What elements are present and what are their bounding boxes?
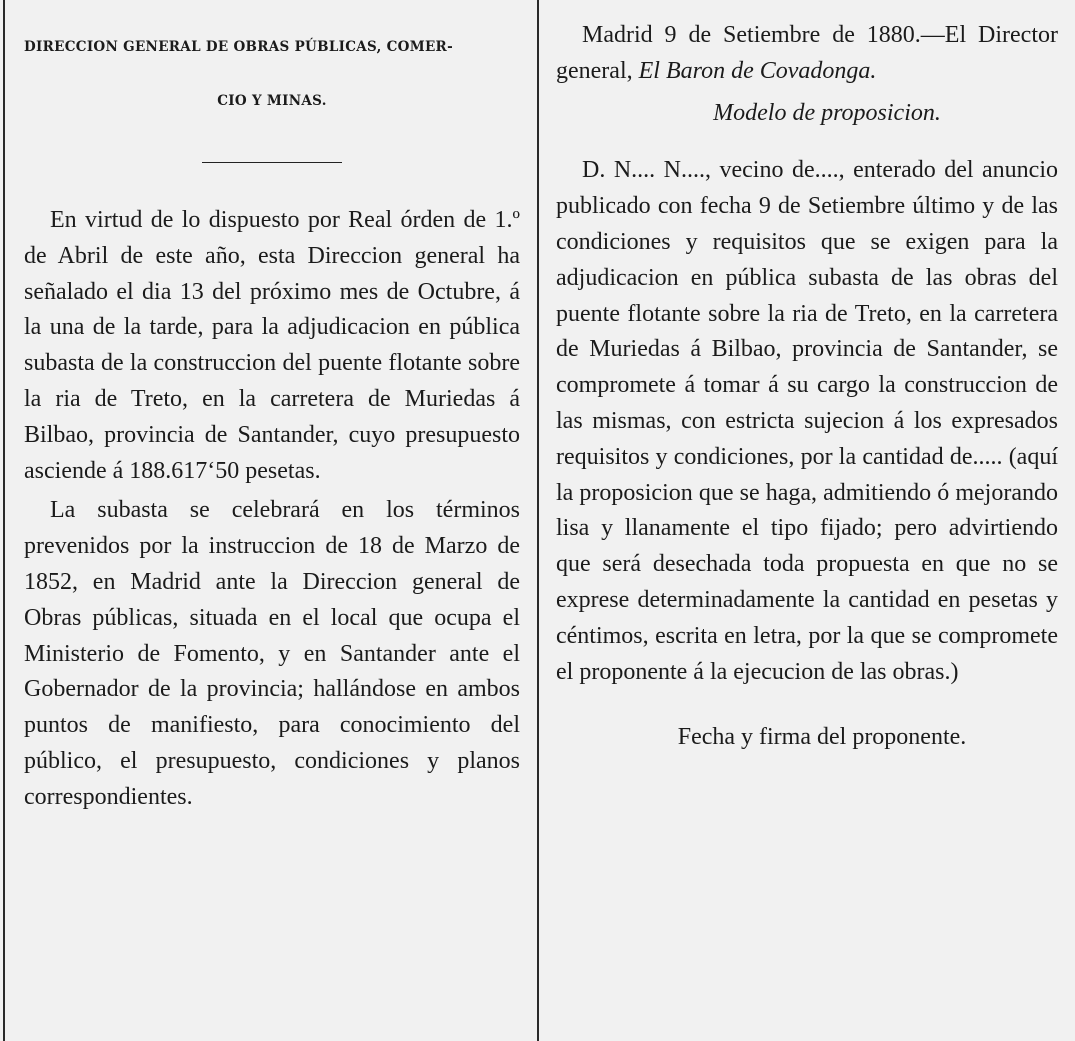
header-divider xyxy=(202,162,342,163)
section-header-line2: CIO Y MINAS. xyxy=(217,93,327,109)
date-line: Madrid 9 de Setiembre de 1880.—El Director general, xyxy=(556,22,1058,84)
proposal-model-paragraph: D. N.... N...., vecino de...., enterado del anuncio publicado con fecha 9 de Setiembre último y de las condiciones y requisitos que se exigen para la adjudicacion en pública subasta de las obras del puente flotante sobre la ria de Treto, en la carretera de Muriedas á Bilbao, provincia de Santander, se compromete á tomar á su cargo la construccion de las mismas, con estricta sujecion á los expresados requisitos y condiciones, por la cantidad de..... (aquí la proposicion que se haga, admitiendo ó mejorando lisa y llanamente el tipo fijado; pero advirtiendo que será desechada toda propuesta en que no se exprese determinadamente la cantidad en pesetas y céntimos, escrita en letra, por la que se compromete el proponente á la ejecucion de las obras.) xyxy=(556,157,1058,685)
paragraph-subasta: La subasta se celebrará en los términos prevenidos por la instruccion de 18 de Marzo de 1852, en Madrid ante la Direccion general de Obras públicas, situada en el local que ocupa el Ministerio de Fomento, y en Santander ante el Gobernador de la provincia; hallándose en ambos puntos de manifiesto, para conocimiento del público, el presupuesto, condiciones y planos correspondientes. xyxy=(24,497,520,810)
date-signature-paragraph xyxy=(556,18,1058,90)
model-title: Modelo de proposicion. xyxy=(713,99,941,126)
left-column xyxy=(24,0,520,816)
director-signature: El Baron de Covadonga. xyxy=(638,57,877,84)
column-divider xyxy=(537,0,539,1041)
left-margin-rule xyxy=(3,0,5,1041)
right-column xyxy=(556,0,1058,756)
section-header-line1: DIRECCION GENERAL DE OBRAS PÚBLICAS, COMER- xyxy=(24,39,453,55)
paragraph-announcement: En virtud de lo dispuesto por Real órden de 1.º de Abril de este año, esta Direccion general ha señalado el dia 13 del próximo mes de Octubre, á la una de la tarde, para la adjudicacion en pública subasta de la construccion del puente flotante sobre la ria de Treto, en la carretera de Muriedas á Bilbao, provincia de Santander, cuyo presupuesto asciende á 188.617‘50 pesetas. xyxy=(24,207,520,484)
closing-line: Fecha y firma del proponente. xyxy=(677,724,967,751)
